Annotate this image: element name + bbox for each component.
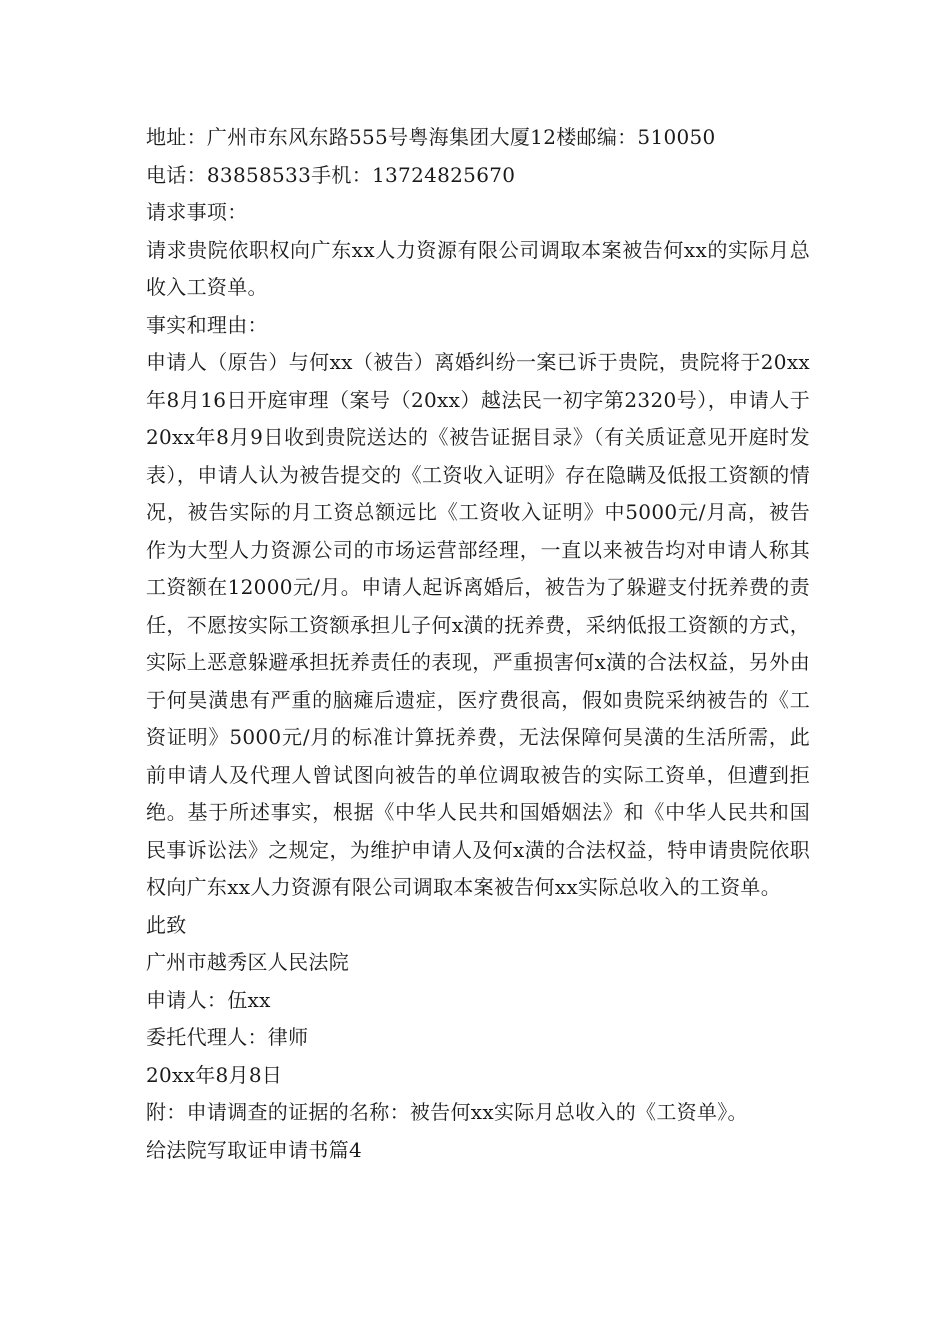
agent-line: 委托代理人：律师 [146,1025,309,1049]
salutation-line: 此致 [146,912,187,937]
date-line: 20xx年8月8日 [146,1062,283,1087]
next-section-title: 给法院写取证申请书篇4 [146,1137,363,1162]
applicant-line: 申请人：伍xx [146,987,271,1012]
facts-heading: 事实和理由： [146,312,268,337]
court-name: 广州市越秀区人民法院 [146,950,349,974]
request-heading: 请求事项： [146,200,248,224]
phone-line: 电话：83858533手机：13724825670 [146,162,516,187]
facts-paragraph: 申请人（原告）与何xx（被告）离婚纠纷一案已诉于贵院，贵院将于20xx年8月16日开庭审理（案号（20xx）越法民一初字第2320号），申请人于20xx年8月9日收到贵院送达的《被告证据目录》（有关质证意见开庭时发表），申请人认为被告提交的《工资收入证明》存在隐瞒及低报工资额的情况，被告实际的月工资总额远比《工资收入证明》中5000元/月高，被告作为大型人力资源公司的市场运营部经理，一直以来被告均对申请人称其工资额在12000元/月。申请人起诉离婚后，被告为了躲避支付抚养费的责任，不愿按实际工资额承担儿子何x潢的抚养费，采纳低报工资额的方式，实际上恶意躲避承担抚养责任的表现，严重损害何x潢的合法权益，另外由于何昊潢患有严重的脑瘫后遗症，医疗费很高，假如贵院采纳被告的《工资证明》5000元/月的标准计算抚养费，无法保障何昊潢的生活所需，此前申请人及代理人曾试图向被告的单位调取被告的实际工资单，但遭到拒绝。基于所述事实，根据《中华人民共和国婚姻法》和《中华人民共和国民事诉讼法》之规定，为维护申请人及何x潢的合法权益，特申请贵院依职权向广东xx人力资源有限公司调取本案被告何xx实际总收入的工资单。 [146,350,810,899]
address-line: 地址：广州市东风东路555号粤海集团大厦12楼邮编：510050 [146,125,716,149]
attachment-line: 附：申请调查的证据的名称：被告何xx实际月总收入的《工资单》。 [146,1100,748,1124]
request-paragraph: 请求贵院依职权向广东xx人力资源有限公司调取本案被告何xx的实际月总收入工资单。 [146,237,810,299]
document-body [146,119,810,1169]
